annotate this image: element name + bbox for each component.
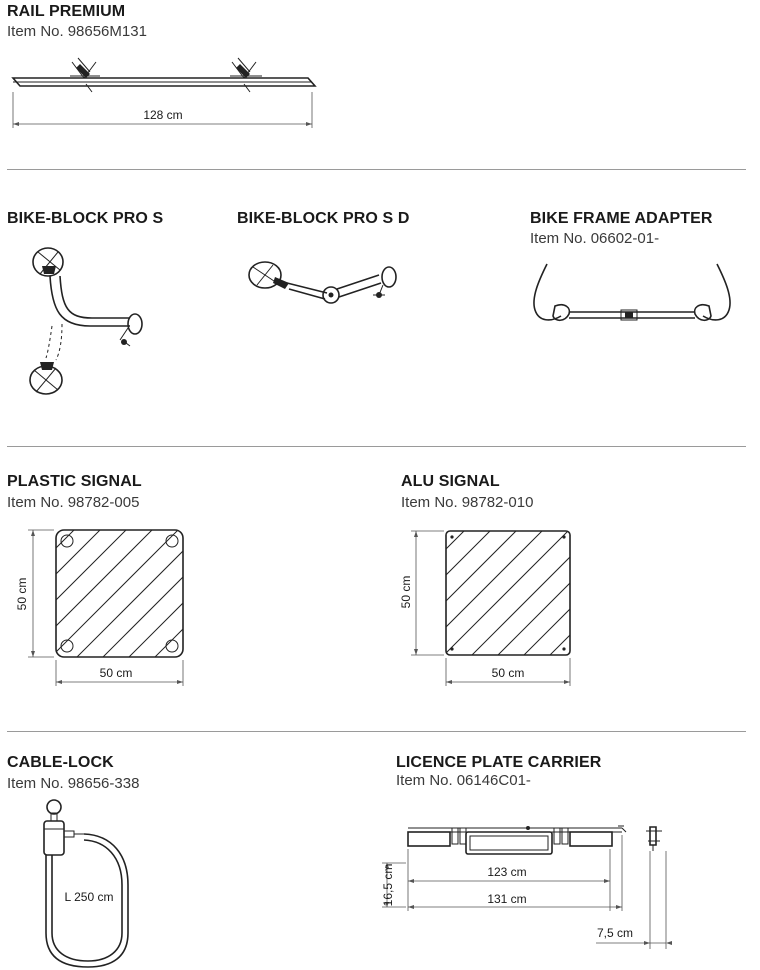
bike-frame-adapter-item-no: Item No. 06602-01- <box>530 230 660 247</box>
plastic-signal-drawing <box>0 520 200 690</box>
plastic-signal-title: PLASTIC SIGNAL <box>7 473 142 490</box>
bike-block-pro-s-d-drawing <box>237 255 417 315</box>
cable-lock-length-label: L 250 cm <box>64 890 114 904</box>
licence-plate-carrier-item-no: Item No. 06146C01- <box>396 772 531 789</box>
cable-lock-drawing <box>0 795 200 970</box>
cable-lock-title: CABLE-LOCK <box>7 754 114 771</box>
alu-signal-drawing <box>395 520 595 690</box>
alu-signal-height-label: 50 cm <box>399 575 413 609</box>
licence-plate-carrier-drawing <box>370 815 670 970</box>
bike-block-pro-s-title: BIKE-BLOCK PRO S <box>7 210 164 227</box>
cable-lock-item-no: Item No. 98656-338 <box>7 775 140 792</box>
divider-2 <box>7 446 746 447</box>
rail-premium-item-no: Item No. 98656M131 <box>7 23 147 40</box>
divider-1 <box>7 169 746 170</box>
rail-premium-title: RAIL PREMIUM <box>7 3 126 20</box>
rail-length-label: 128 cm <box>143 108 183 122</box>
bike-block-pro-s-d-title: BIKE-BLOCK PRO S D <box>237 210 410 227</box>
plastic-signal-item-no: Item No. 98782-005 <box>7 494 140 511</box>
lpc-depth-label: 7,5 cm <box>596 926 634 940</box>
lpc-height-label: 16,5 cm <box>381 863 395 907</box>
alu-signal-item-no: Item No. 98782-010 <box>401 494 534 511</box>
plastic-signal-width-label: 50 cm <box>99 666 133 680</box>
bike-frame-adapter-drawing <box>525 258 745 338</box>
rail-premium-drawing <box>0 0 760 140</box>
plastic-signal-height-label: 50 cm <box>15 577 29 611</box>
lpc-outer-width-label: 131 cm <box>487 892 527 906</box>
alu-signal-title: ALU SIGNAL <box>401 473 500 490</box>
lpc-inner-width-label: 123 cm <box>487 865 527 879</box>
divider-3 <box>7 731 746 732</box>
bike-frame-adapter-title: BIKE FRAME ADAPTER <box>530 210 713 227</box>
alu-signal-width-label: 50 cm <box>491 666 525 680</box>
bike-block-pro-s-drawing <box>0 230 230 410</box>
licence-plate-carrier-title: LICENCE PLATE CARRIER <box>396 754 602 771</box>
